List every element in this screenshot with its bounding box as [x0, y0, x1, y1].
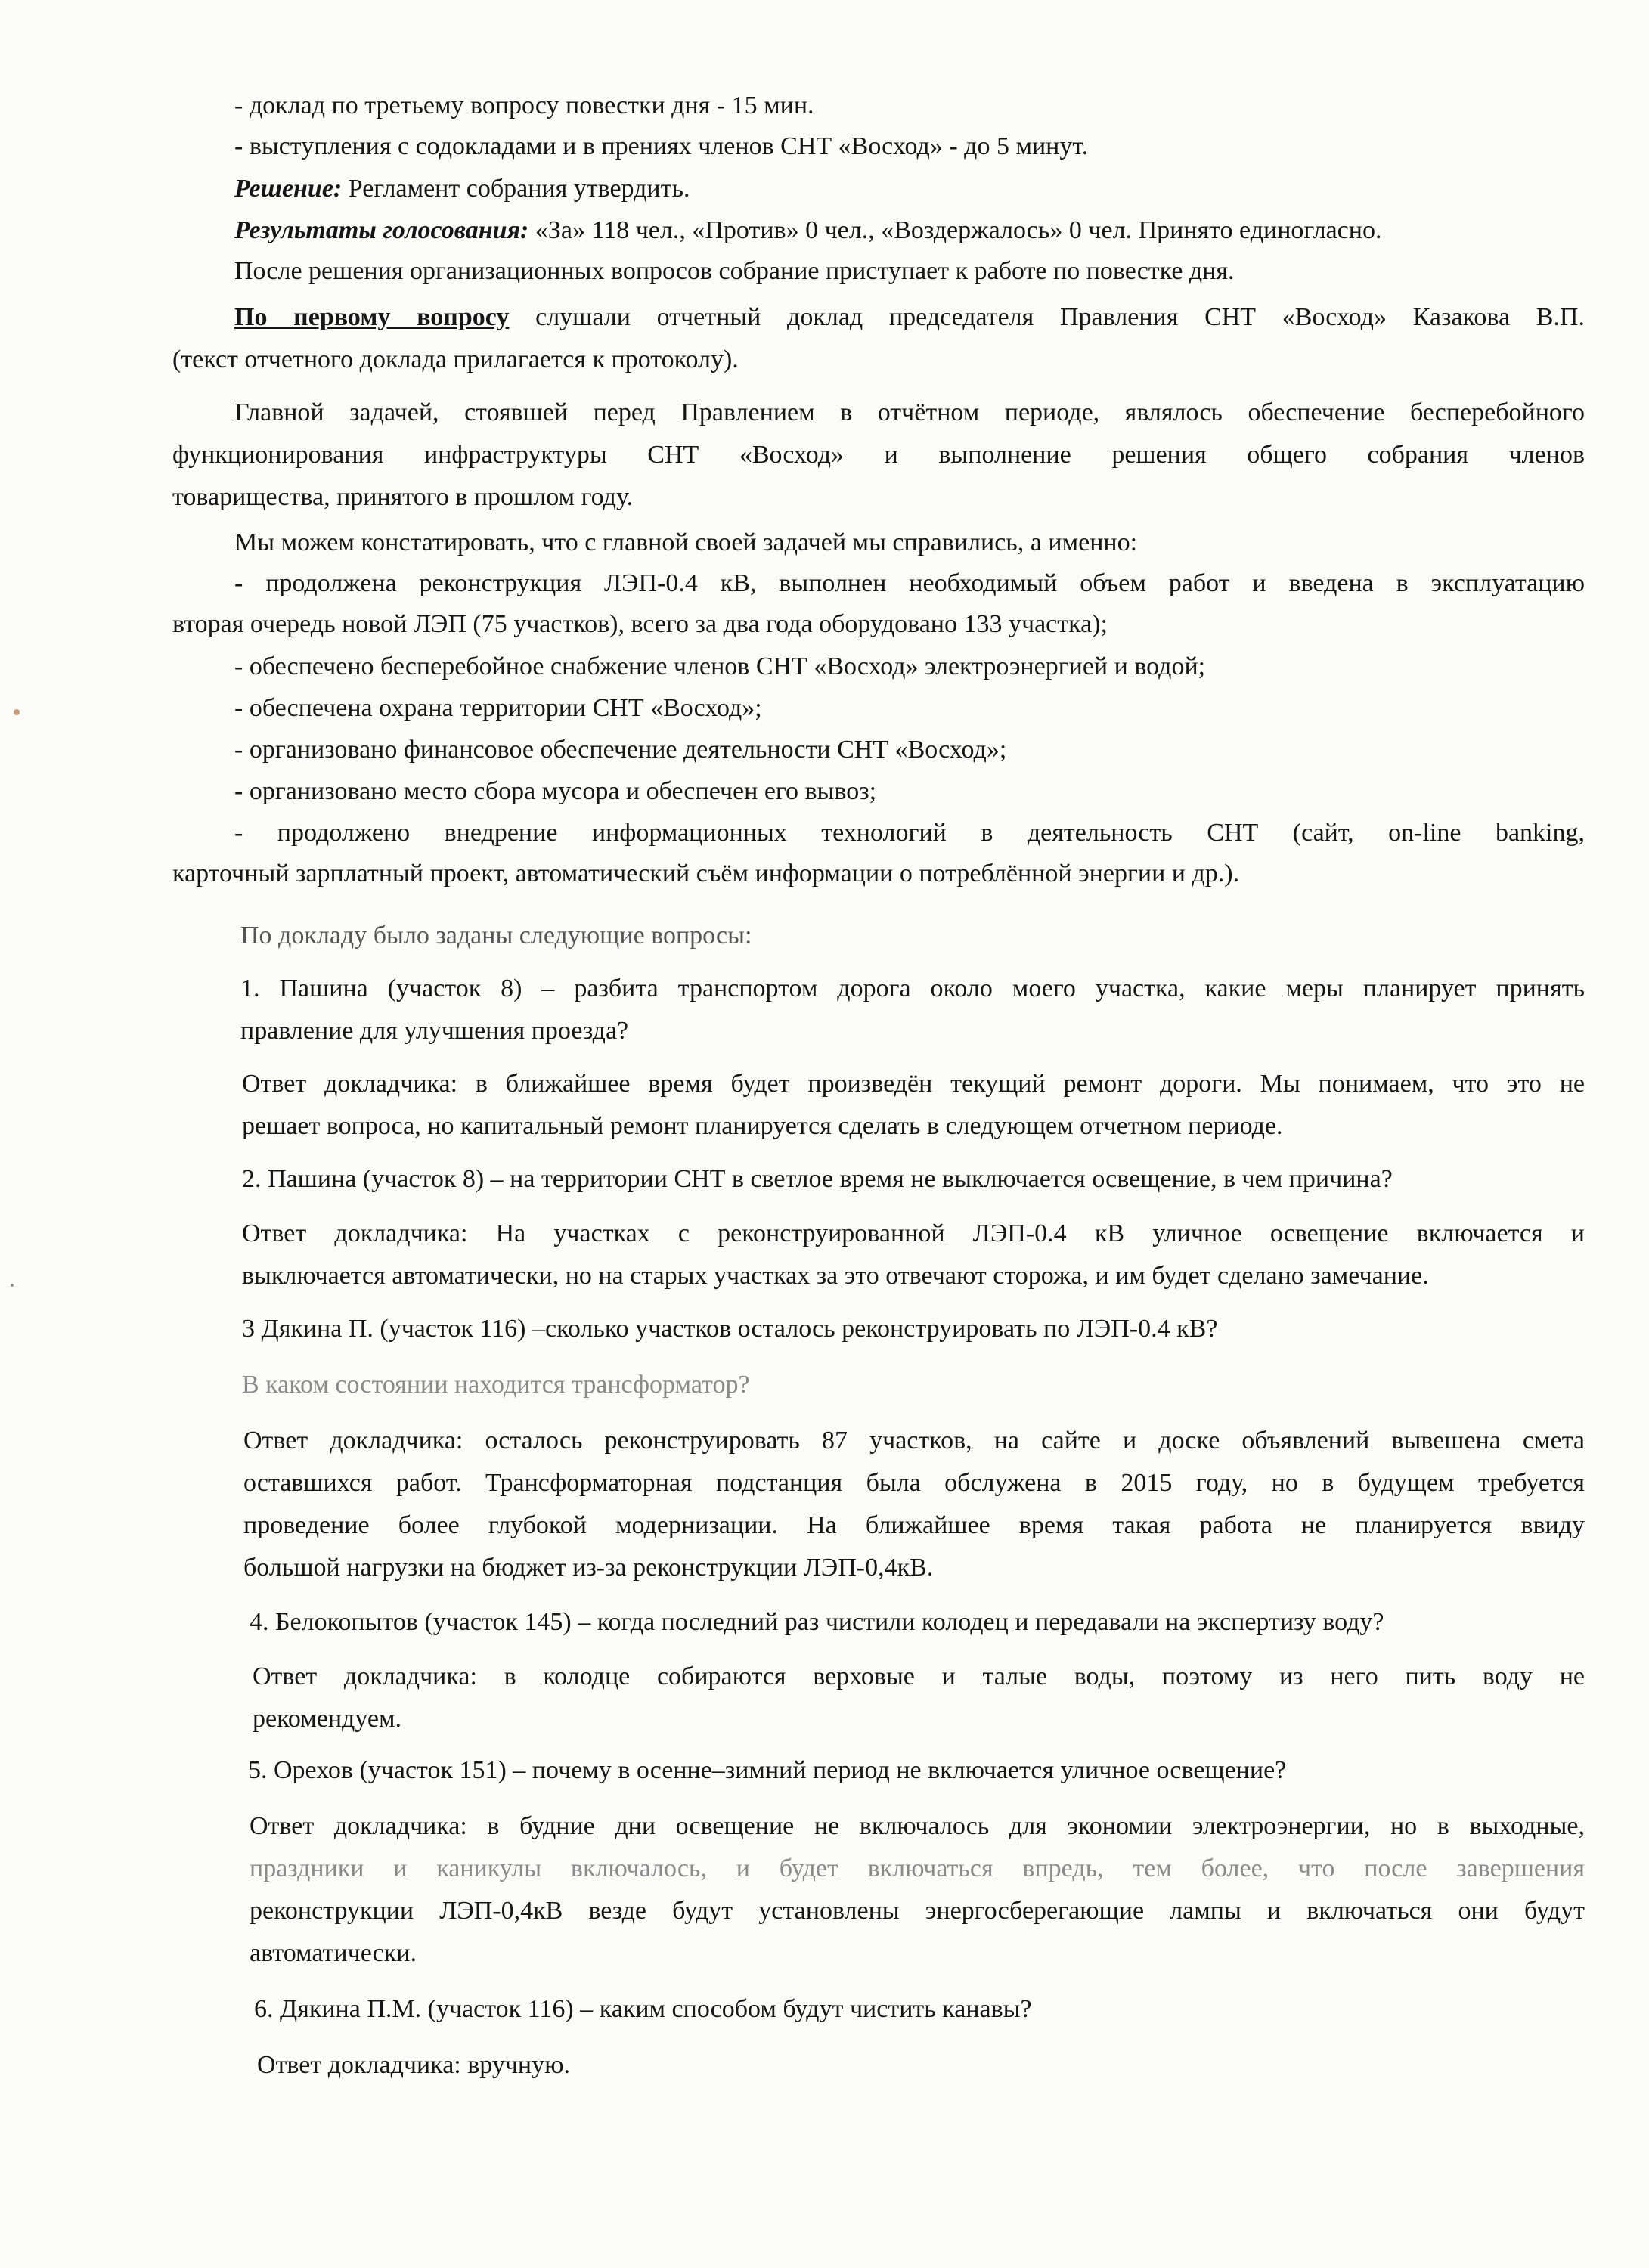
decision-paragraph	[234, 172, 690, 206]
question-1-line-1: 1. Пашина (участок 8) – разбита транспортом дорога около моего участка, какие меры планирует принять	[240, 974, 1585, 1002]
vote-label: Результаты голосования:	[234, 216, 529, 244]
question-5: 5. Орехов (участок 151) – почему в осенне–зимний период не включается уличное освещение?	[248, 1756, 1287, 1784]
main-task-line-1: Главной задачей, стоявшей перед Правлением в отчётном периоде, являлось обеспечение бесперебойного	[234, 398, 1585, 426]
answer-6: Ответ докладчика: вручную.	[257, 2051, 571, 2079]
regulation-item-3: - доклад по третьему вопросу повестки дня - 15 мин.	[234, 91, 814, 119]
achievement-1-line-1: - продолжена реконструкция ЛЭП-0.4 кВ, выполнен необходимый объем работ и введена в эксплуатацию	[234, 569, 1585, 597]
main-task-line-2: функционирования инфраструктуры СНТ «Восход» и выполнение решения общего собрания членов	[172, 441, 1585, 469]
answer-3-line-3: проведение более глубокой модернизации. На ближайшее время такая работа не планируется ввиду	[243, 1511, 1585, 1539]
question-1-line-2: правление для улучшения проезда?	[240, 1017, 629, 1045]
question-4: 4. Белокопытов (участок 145) – когда последний раз чистили колодец и передавали на экспертизу воду?	[250, 1608, 1384, 1636]
answer-5-line-4: автоматически.	[250, 1939, 417, 1967]
answer-5-line-2: праздники и каникулы включалось, и будет включаться впредь, тем более, что после завершения	[250, 1854, 1585, 1882]
achievement-1-line-2: вторая очередь новой ЛЭП (75 участков), всего за два года оборудовано 133 участка);	[172, 610, 1108, 638]
transition-text: После решения организационных вопросов собрание приступает к работе по повестке дня.	[234, 257, 1235, 285]
q1-heading: По первому вопросу	[234, 303, 510, 331]
question-2: 2. Пашина (участок 8) – на территории СНТ в светлое время не выключается освещение, в чем причина?	[242, 1165, 1393, 1193]
answer-4-line-2: рекомендуем.	[253, 1705, 401, 1733]
decision-label: Решение:	[234, 175, 343, 203]
achievement-4: - организовано финансовое обеспечение деятельности СНТ «Восход»;	[234, 736, 1007, 764]
scan-speck	[14, 709, 20, 715]
answer-2-line-2: выключается автоматически, но на старых участках за это отвечают сторожа, и им будет сделано замечание.	[242, 1262, 1429, 1290]
vote-text: «За» 118 чел., «Против» 0 чел., «Воздержалось» 0 чел. Принято единогласно.	[528, 216, 1382, 244]
achievement-2: - обеспечено бесперебойное снабжение членов СНТ «Восход» электроэнергией и водой;	[234, 652, 1206, 680]
regulation-item-4: - выступления с содокладами и в прениях членов СНТ «Восход» - до 5 минут.	[234, 132, 1089, 160]
answer-2-line-1: Ответ докладчика: На участках с реконструированной ЛЭП-0.4 кВ уличное освещение включается и	[242, 1219, 1585, 1247]
q1-intro-line-1	[234, 301, 1585, 334]
answer-3-line-4: большой нагрузки на бюджет из-за реконструкции ЛЭП-0,4кВ.	[243, 1554, 934, 1582]
answer-5-line-3: реконструкции ЛЭП-0,4кВ везде будут установлены энергосберегающие лампы и включаться они будут	[250, 1897, 1585, 1925]
answer-1-line-2: решает вопроса, но капитальный ремонт планируется сделать в следующем отчетном периоде.	[242, 1112, 1283, 1140]
achievement-5: - организовано место сбора мусора и обеспечен его вывоз;	[234, 777, 877, 805]
question-3-line-1: 3 Дякина П. (участок 116) –сколько участков осталось реконструировать по ЛЭП-0.4 кВ?	[242, 1315, 1218, 1343]
achievement-3: - обеспечена охрана территории СНТ «Восход»;	[234, 694, 762, 722]
achievement-6-line-2: карточный зарплатный проект, автоматический съём информации о потреблённой энергии и др.).	[172, 860, 1240, 888]
q1-intro-line-2: (текст отчетного доклада прилагается к протоколу).	[172, 345, 739, 373]
answer-5-line-1: Ответ докладчика: в будние дни освещение не включалось для экономии электроэнергии, но в выходные,	[250, 1812, 1585, 1840]
achievements-intro: Мы можем констатировать, что с главной своей задачей мы справились, а именно:	[234, 528, 1138, 556]
answer-3-line-1: Ответ докладчика: осталось реконструировать 87 участков, на сайте и доске объявлений вывешена смета	[243, 1427, 1585, 1455]
answer-4-line-1: Ответ докладчика: в колодце собираются верховые и талые воды, поэтому из него пить воду не	[253, 1662, 1585, 1690]
vote-paragraph	[234, 214, 1381, 247]
decision-text: Регламент собрания утвердить.	[342, 175, 690, 203]
answer-1-line-1: Ответ докладчика: в ближайшее время будет произведён текущий ремонт дороги. Мы понимаем, что это не	[242, 1070, 1585, 1098]
scan-speck	[11, 1284, 14, 1287]
q1-intro-text: слушали отчетный доклад председателя Правления СНТ «Восход» Казакова В.П.	[509, 303, 1585, 331]
main-task-line-3: товарищества, принятого в прошлом году.	[172, 483, 634, 511]
questions-intro: По докладу было заданы следующие вопросы:	[240, 922, 752, 950]
question-3-line-2: В каком состоянии находится трансформатор?	[242, 1371, 750, 1399]
question-6: 6. Дякина П.М. (участок 116) – каким способом будут чистить канавы?	[254, 1995, 1032, 2023]
achievement-6-line-1: - продолжено внедрение информационных технологий в деятельность СНТ (сайт, on-line banking,	[234, 819, 1585, 847]
answer-3-line-2: оставшихся работ. Трансформаторная подстанция была обслужена в 2015 году, но в будущем требуется	[243, 1469, 1585, 1497]
